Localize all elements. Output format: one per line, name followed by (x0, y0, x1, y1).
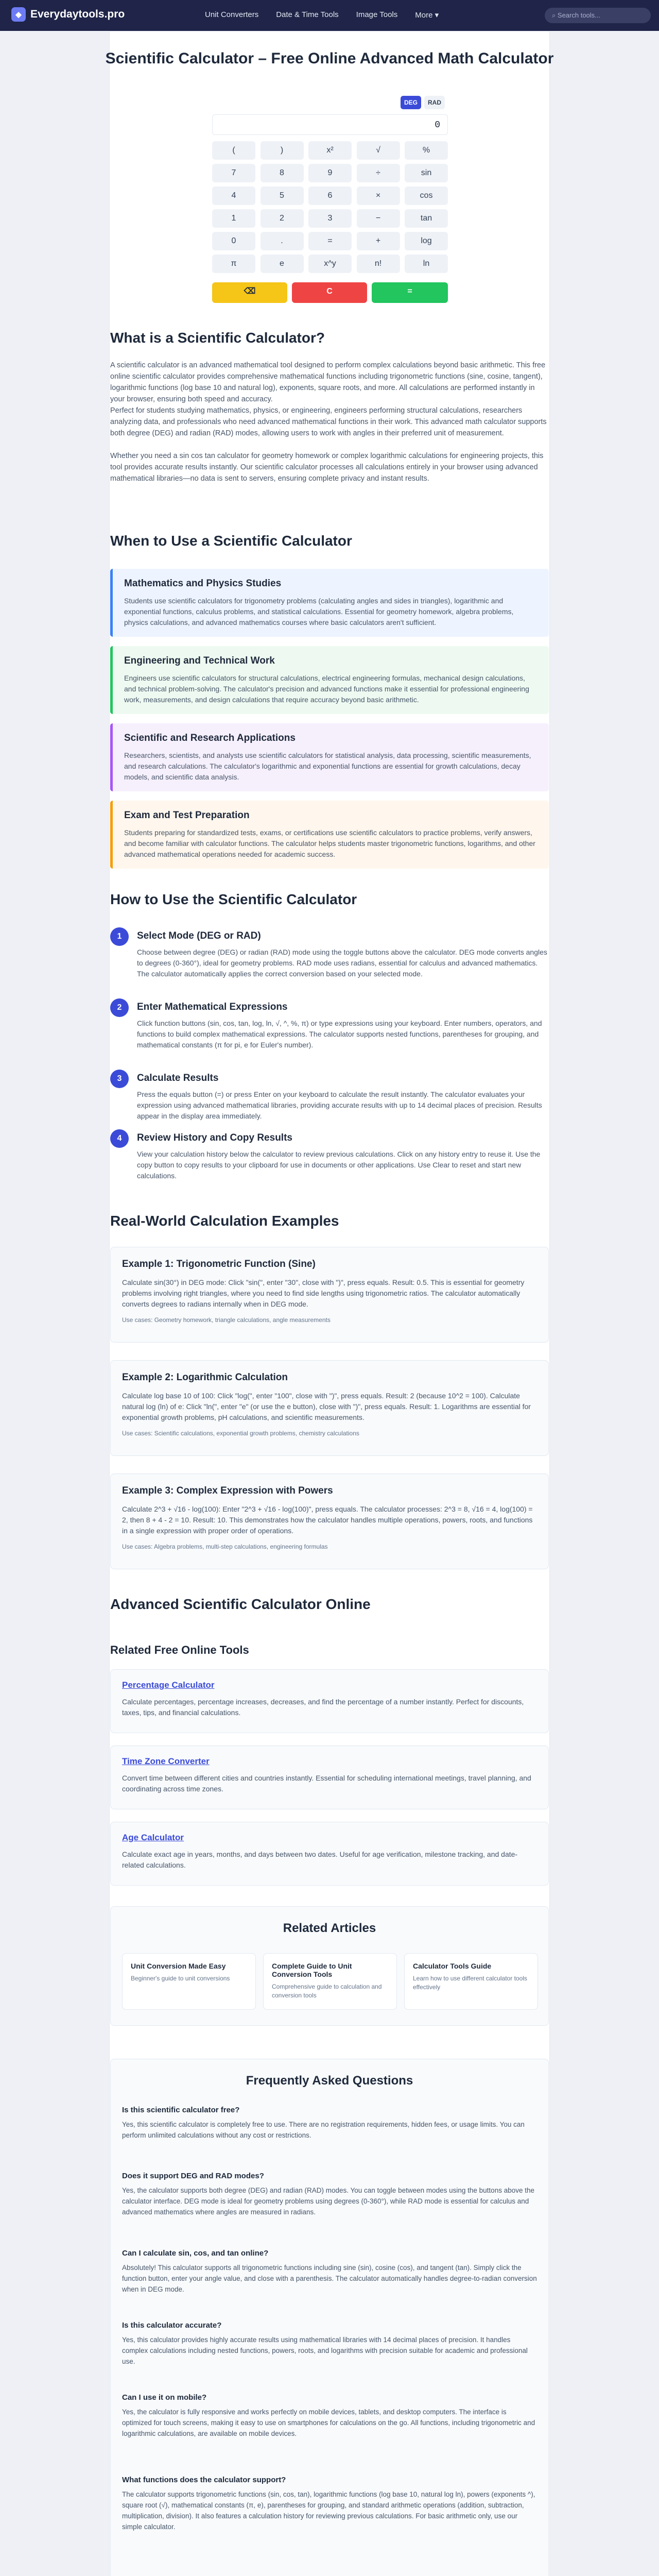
step-text: Choose between degree (DEG) or radian (RAD) mode using the toggle buttons above the calculator. DEG mode converts angles to degrees (0-360°), ideal for geometry problems. RAD mode uses radians, essential for calculus and advanced mathematics. The calculator automatically applies the correct conversion based on your selected mode. (137, 948, 547, 978)
use-case-title: Exam and Test Preparation (124, 810, 250, 821)
example-title: Example 1: Trigonometric Function (Sine) (122, 1259, 316, 1269)
calc-key[interactable]: 7 (212, 164, 255, 182)
faq-answer: Yes, this calculator provides highly accurate results using mathematical libraries with 14 decimal places of precision. It handles complex calculations including nested functions, powers, roots, and logarithms with precision suitable for academic and professional use. (122, 2336, 528, 2365)
calc-key[interactable]: 5 (261, 187, 304, 205)
calc-key[interactable]: 1 (212, 209, 255, 228)
step-text: View your calculation history below the calculator to review previous calculations. Click on any history entry to reuse it. Use the copy button to copy results to your clipboard for use in documents or other applications. Use Clear to reset and start new calculations. (137, 1150, 541, 1180)
related-free-heading: Related Free Online Tools (110, 1643, 249, 1656)
free-tool-link[interactable]: Percentage Calculator (122, 1680, 215, 1690)
calc-key[interactable]: 2 (261, 209, 304, 228)
faq-answer: Yes, the calculator supports both degree (DEG) and radian (RAD) modes. You can toggle between modes using the buttons above the calculator interface. DEG mode is ideal for geometry problems using degrees (0-360°), while RAD mode is essential for calculus and advanced mathematics where angles are measured in radians. (122, 2187, 535, 2216)
calc-key[interactable]: sin (405, 164, 448, 182)
use-case-card (110, 646, 549, 714)
use-case-text: Researchers, scientists, and analysts use scientific calculators for statistical analysis, data processing, scientific measurements, and research calculations. The calculator's logarithmic and exponential functions are essential for growth calculations, decay models, and scientific data analysis. (124, 751, 531, 781)
use-case-text: Engineers use scientific calculators for structural calculations, electrical engineering formulas, mechanical design calculations, and technical problem-solving. The calculator's precision and advanced functions make it essential for professional engineering work, measurements, and design calculations that require accuracy beyond basic arithmetic. (124, 674, 529, 704)
related-articles (110, 1906, 549, 2026)
step-title: Review History and Copy Results (137, 1132, 292, 1143)
clear-button[interactable]: C (292, 282, 367, 303)
example-card (110, 1473, 549, 1569)
step-title: Enter Mathematical Expressions (137, 1002, 288, 1012)
example-card (110, 1247, 549, 1343)
how-heading: How to Use the Scientific Calculator (110, 891, 357, 907)
calc-key[interactable]: . (261, 232, 304, 250)
free-tool-link[interactable]: Time Zone Converter (122, 1756, 210, 1766)
faq-question: Is this scientific calculator free? (122, 2106, 240, 2114)
step-item (110, 1070, 549, 1122)
faq-answer: Yes, this scientific calculator is completely free to use. There are no registration requirements, hidden fees, or usage limits. You can perform unlimited calculations without any cost or restrictions. (122, 2121, 525, 2139)
article-card[interactable] (263, 1953, 397, 2010)
faq-item (122, 2172, 538, 2217)
calc-key[interactable]: % (405, 141, 448, 160)
example-card (110, 1360, 549, 1456)
example-text: Calculate 2^3 + √16 - log(100): Enter "2^3 + √16 - log(100)", press equals. The calculator processes: 2^3 = 8, √16 = 4, log(100) = 2, then 8 + 4 - 2 = 10. Result: 10. This demonstrates how the calculator handles multiple operations, powers, roots, and functions in a single expression with proper order of operations. (122, 1505, 533, 1535)
nav-unit-converters[interactable]: Unit Converters (205, 10, 259, 19)
step-number: 4 (110, 1129, 129, 1148)
calc-key[interactable]: tan (405, 209, 448, 228)
nav-image-tools[interactable]: Image Tools (356, 10, 398, 19)
calc-key[interactable]: 8 (261, 164, 304, 182)
use-case-text: Students preparing for standardized tests, exams, or certifications use scientific calculators to practice problems, verify answers, and become familiar with calculator functions. The calculator helps students master trigonometric functions, logarithms, and other advanced mathematical operations needed for academic success. (124, 828, 535, 858)
article-text: Comprehensive guide to calculation and conversion tools (272, 1983, 382, 1999)
calc-key[interactable]: 9 (308, 164, 352, 182)
mode-rad-button[interactable]: RAD (424, 96, 445, 109)
article-title: Calculator Tools Guide (413, 1962, 492, 1970)
brand-logo[interactable] (11, 7, 125, 22)
site-header (0, 0, 659, 31)
calc-key[interactable]: × (357, 187, 400, 205)
step-number: 2 (110, 998, 129, 1017)
faq-section (110, 2059, 549, 2576)
faq-question: Can I use it on mobile? (122, 2393, 207, 2402)
use-case-title: Engineering and Technical Work (124, 655, 275, 666)
faq-item (122, 2321, 538, 2367)
faq-item (122, 2249, 538, 2295)
article-card[interactable] (404, 1953, 538, 2010)
free-tool-text: Calculate exact age in years, months, and days between two dates. Useful for age verification, milestone tracking, and date-related calculations. (122, 1850, 518, 1869)
calc-key[interactable]: cos (405, 187, 448, 205)
step-item (110, 1129, 549, 1181)
calc-key[interactable]: 4 (212, 187, 255, 205)
calc-key[interactable]: 6 (308, 187, 352, 205)
nav-more[interactable]: More ▾ (415, 11, 439, 20)
step-item (110, 998, 549, 1050)
example-text: Calculate log base 10 of 100: Click "log(", enter "100", close with ")", press equals. Result: 2 (because 10^2 = 100). Calculate natural log (ln) of e: Click "ln(", enter "e" (or use the e button), close with ")", press equals. Result: 1. Logarithms are essential for exponential growth problems, pH calculations, and scientific measurements. (122, 1392, 531, 1421)
use-case-card (110, 569, 549, 637)
faq-answer: The calculator supports trigonometric functions (sin, cos, tan), logarithmic functions (log base 10, natural log ln), powers (exponents ^), square root (√), mathematical constants (π, e), parentheses for grouping, and standard arithmetic operations (addition, subtraction, multiplication, division). It also features a calculation history for reviewing previous calculations. For basic arithmetic only, use our simple calculator. (122, 2490, 535, 2531)
when-heading: When to Use a Scientific Calculator (110, 533, 352, 549)
free-tool-card (110, 1745, 549, 1809)
calc-key[interactable]: x² (308, 141, 352, 160)
faq-question: What functions does the calculator support? (122, 2476, 286, 2484)
calc-key[interactable]: − (357, 209, 400, 228)
brand-name: Everydaytools.pro (30, 8, 125, 20)
step-number: 1 (110, 927, 129, 946)
what-paragraph-2: Perfect for students studying mathematics, physics, or engineering, engineers performing structural calculations, researchers analyzing data, and professionals who need advanced mathematical functions in their work. This advanced math calculator supports both degree (DEG) and radian (RAD) modes, allowing users to work with angles in their preferred unit of measurement. (110, 406, 547, 437)
step-number: 3 (110, 1070, 129, 1088)
nav-date-time-tools[interactable]: Date & Time Tools (276, 10, 339, 19)
example-title: Example 3: Complex Expression with Powers (122, 1485, 333, 1496)
article-card[interactable] (122, 1953, 256, 2010)
free-tool-link[interactable]: Age Calculator (122, 1833, 184, 1842)
calc-key[interactable]: x^y (308, 255, 352, 273)
equals-button[interactable]: = (372, 282, 448, 303)
logo-icon: ◆ (11, 7, 26, 22)
what-paragraph-3: Whether you need a sin cos tan calculator for geometry homework or complex logarithmic calculations for engineering projects, this tool provides accurate results instantly. Our scientific calculator processes all calculations entirely in your browser using advanced mathematical libraries—no data is sent to servers, ensuring complete privacy and instant results. (110, 452, 544, 483)
what-heading: What is a Scientific Calculator? (110, 330, 325, 346)
article-title: Unit Conversion Made Easy (131, 1962, 226, 1970)
search-placeholder: Search tools... (557, 11, 601, 19)
example-title: Example 2: Logarithmic Calculation (122, 1372, 288, 1383)
calc-key[interactable]: ÷ (357, 164, 400, 182)
free-tool-text: Calculate percentages, percentage increases, decreases, and find the percentage of a number instantly. Perfect for discounts, taxes, tips, and financial calculations. (122, 1698, 524, 1717)
example-uses: Use cases: Geometry homework, triangle calculations, angle measurements (122, 1316, 331, 1324)
free-tool-card (110, 1822, 549, 1886)
calc-key[interactable]: ( (212, 141, 255, 160)
use-case-card (110, 801, 549, 869)
use-case-text: Students use scientific calculators for trigonometry problems (calculating angles and sides in triangles), logarithmic and exponential functions, calculus problems, and statistical calculations. Essential for geometry homework, algebra problems, physics calculations, and advanced mathematics courses where basic calculators aren't sufficient. (124, 597, 514, 626)
faq-item (122, 2476, 538, 2532)
use-case-title: Scientific and Research Applications (124, 733, 296, 743)
free-tool-card (110, 1669, 549, 1733)
calc-key[interactable]: + (357, 232, 400, 250)
step-title: Calculate Results (137, 1073, 219, 1083)
article-text: Beginner's guide to unit conversions (131, 1975, 230, 1982)
calc-key[interactable]: ) (261, 141, 304, 160)
calc-key[interactable]: log (405, 232, 448, 250)
mode-deg-button[interactable]: DEG (401, 96, 421, 109)
use-case-card (110, 723, 549, 791)
step-text: Click function buttons (sin, cos, tan, log, ln, √, ^, %, π) or type expressions using your keyboard. Enter numbers, operators, and functions to build complex mathematical expressions. The calculator supports nested functions, parentheses for grouping, and mathematical constants (π for pi, e for Euler's number). (137, 1019, 542, 1049)
calc-key[interactable]: 0 (212, 232, 255, 250)
example-text: Calculate sin(30°) in DEG mode: Click "sin(", enter "30", close with ")", press equals. Result: 0.5. This is essential for geometry problems involving right triangles, where you need to find side lengths using trigonometric ratios. The calculator automatically converts degrees to radians internally when in DEG mode. (122, 1278, 525, 1308)
calculator-display: 0 (212, 114, 448, 135)
faq-item (122, 2106, 538, 2141)
main-nav (205, 10, 439, 20)
calc-key[interactable]: e (261, 255, 304, 273)
calc-key[interactable]: = (308, 232, 352, 250)
article-text: Learn how to use different calculator tools effectively (413, 1975, 527, 1991)
step-title: Select Mode (DEG or RAD) (137, 930, 261, 941)
search-icon: ⌕ (552, 11, 558, 19)
faq-question: Can I calculate sin, cos, and tan online? (122, 2249, 269, 2258)
search-input[interactable] (545, 8, 651, 23)
free-tool-text: Convert time between different cities and countries instantly. Essential for scheduling international meetings, travel planning, and coordinating across time zones. (122, 1774, 531, 1793)
example-uses: Use cases: Scientific calculations, exponential growth problems, chemistry calculations (122, 1430, 359, 1437)
calc-key[interactable]: n! (357, 255, 400, 273)
what-paragraph-1: A scientific calculator is an advanced mathematical tool designed to perform complex calculations beyond basic arithmetic. This free online scientific calculator provides comprehensive mathematical functions including trigonometric functions (sine, cosine, tangent), logarithmic functions (log base 10 and natural log), exponents, square roots, and more. All calculations are performed instantly in your browser, ensuring both speed and accuracy. (110, 361, 546, 403)
page-title: Scientific Calculator – Free Online Advanced Math Calculator (105, 50, 554, 67)
examples-heading: Real-World Calculation Examples (110, 1213, 339, 1229)
related-articles-heading: Related Articles (283, 1921, 376, 1935)
example-uses: Use cases: Algebra problems, multi-step calculations, engineering formulas (122, 1543, 328, 1550)
calc-key[interactable]: √ (357, 141, 400, 160)
faq-item (122, 2393, 538, 2439)
step-item (110, 927, 549, 979)
faq-question: Does it support DEG and RAD modes? (122, 2172, 264, 2180)
use-case-title: Mathematics and Physics Studies (124, 578, 282, 589)
faq-heading: Frequently Asked Questions (246, 2074, 413, 2088)
backspace-button[interactable]: ⌫ (212, 282, 287, 303)
calc-key[interactable]: 3 (308, 209, 352, 228)
article-title: Complete Guide to Unit Conversion Tools (272, 1962, 352, 1978)
calc-key[interactable]: ln (405, 255, 448, 273)
advanced-heading: Advanced Scientific Calculator Online (110, 1596, 371, 1612)
calc-key[interactable]: π (212, 255, 255, 273)
step-text: Press the equals button (=) or press Enter on your keyboard to calculate the result instantly. The calculator evaluates your expression using advanced mathematical libraries, providing accurate results with up to 14 decimal places of precision. Results appear in the display area immediately. (137, 1090, 542, 1120)
faq-answer: Yes, the calculator is fully responsive and works perfectly on mobile devices, tablets, and desktop computers. The interface is optimized for touch screens, making it easy to use on smartphones for calculations on the go. All functions, including trigonometric and logarithmic calculations, are available on mobile devices. (122, 2408, 535, 2437)
faq-question: Is this calculator accurate? (122, 2321, 222, 2330)
faq-answer: Absolutely! This calculator supports all trigonometric functions including sine (sin), cosine (cos), and tangent (tan). Simply click the function button, enter your angle value, and close with a parenthesis. The calculator automatically handles degree-to-radian conversion when in DEG mode. (122, 2264, 537, 2293)
